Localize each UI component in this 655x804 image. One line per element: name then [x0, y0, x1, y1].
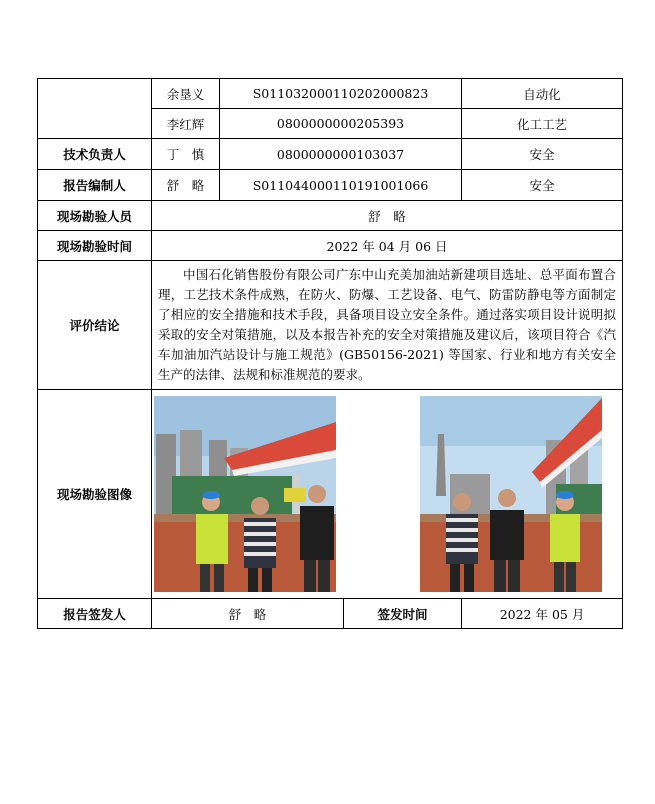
tech-lead-label: 技术负责人	[38, 139, 152, 170]
issue-date-label: 签发时间	[344, 599, 462, 629]
table-row	[38, 139, 623, 170]
survey-time-label: 现场勘验时间	[38, 231, 152, 261]
member-cert: S011044000110191001066	[220, 170, 462, 201]
table-row	[38, 261, 623, 390]
member-cert: 0800000000103037	[220, 139, 462, 170]
member-name: 舒 略	[152, 170, 220, 201]
member-name: 丁 慎	[152, 139, 220, 170]
member-field: 安全	[462, 139, 623, 170]
conclusion-text: 中国石化销售股份有限公司广东中山充美加油站新建项目选址、总平面布置合理，工艺技术条件成熟，在防火、防爆、工艺设备、电气、防雷防静电等方面制定了相应的安全措施和技术手段，具备项目设立安全条件。通过落实项目设计说明拟采取的安全对策措施，以及本报告补充的安全对策措施及建议后，该项目符合《汽车加油加汽站设计与施工规范》(GB50156-2021) 等国家、行业和地方有关安全生产的法律、法规和标准规范的要求。	[158, 267, 617, 382]
conclusion-cell	[152, 261, 623, 390]
photos-row	[152, 396, 622, 592]
table-row	[38, 599, 623, 629]
survey-staff-label: 现场勘验人员	[38, 201, 152, 231]
table-row	[38, 390, 623, 599]
table-row	[38, 231, 623, 261]
photos-cell	[152, 390, 623, 599]
author-label: 报告编制人	[38, 170, 152, 201]
member-field: 安全	[462, 170, 623, 201]
table-row	[38, 79, 623, 109]
table-row	[38, 201, 623, 231]
site-photo-2	[420, 396, 602, 592]
issuer-label: 报告签发人	[38, 599, 152, 629]
site-photo-1	[154, 396, 336, 592]
issuer-value: 舒 略	[152, 599, 344, 629]
member-name: 余垦义	[152, 79, 220, 109]
site-photo-1-image	[154, 396, 336, 592]
member-cert: 0800000000205393	[220, 109, 462, 139]
photos-label: 现场勘验图像	[38, 390, 152, 599]
survey-staff-value: 舒 略	[152, 201, 623, 231]
report-table	[37, 78, 623, 629]
member-field: 自动化	[462, 79, 623, 109]
blank-label-cell	[38, 79, 152, 139]
survey-time-value: 2022 年 04 月 06 日	[152, 231, 623, 261]
member-cert: S011032000110202000823	[220, 79, 462, 109]
member-name: 李红辉	[152, 109, 220, 139]
issue-date-value: 2022 年 05 月	[462, 599, 623, 629]
member-field: 化工工艺	[462, 109, 623, 139]
table-row	[38, 170, 623, 201]
site-photo-2-image	[420, 396, 602, 592]
conclusion-label: 评价结论	[38, 261, 152, 390]
